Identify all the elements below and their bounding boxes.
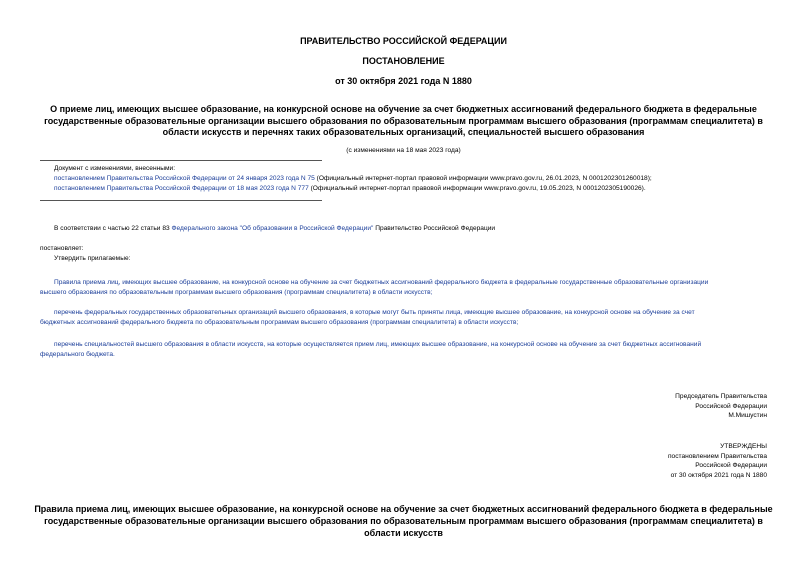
basis-suffix: Правительство Российской Федерации	[373, 225, 496, 232]
item-line: высшего образования по образовательным программам высшего образования (программам специалитета) в области искусств;	[40, 289, 433, 296]
government-header: ПРАВИТЕЛЬСТВО РОССИЙСКОЙ ФЕДЕРАЦИИ	[300, 36, 507, 46]
document-type: ПОСТАНОВЛЕНИЕ	[362, 56, 445, 66]
item-line: перечень специальностей высшего образования в области искусств, на которые осуществляется прием лиц, имеющих высшее образование, на конкурсной основе на обучение за счет бюджетных ассигнований	[54, 341, 702, 348]
change-item	[54, 184, 774, 194]
approved-item-specialties[interactable]	[40, 340, 768, 360]
changes-label: Документ с изменениями, внесенными:	[54, 165, 176, 172]
rules-title	[32, 504, 775, 539]
approval-line: постановлением Правительства	[667, 452, 767, 460]
federal-law-link[interactable]: Федерального закона "Об образовании в Российской Федерации"	[171, 225, 374, 232]
document-title	[40, 104, 767, 139]
change-link-777[interactable]: постановлением Правительства Российской Федерации от 18 мая 2023 года N 777	[54, 185, 309, 192]
approval-stamp	[668, 442, 767, 480]
approval-line: от 30 октября 2021 года N 1880	[670, 471, 767, 479]
rules-title-line: Правила приема лиц, имеющих высшее образование, на конкурсной основе на обучение за счет бюджетных ассигнований федерального бюджета в федеральные	[34, 504, 773, 514]
title-line: государственные образовательные организации высшего образования по образовательным программам высшего образования (программам специалитета) в	[44, 115, 763, 126]
approval-heading: УТВЕРЖДЕНЫ	[720, 443, 767, 450]
signature-country: Российской Федерации	[695, 402, 767, 410]
revision-note: (с изменениями на 18 мая 2023 года)	[346, 147, 461, 154]
rules-title-line: государственные образовательные организации высшего образования по образовательным программам высшего образования (программам специалитета) в	[44, 515, 763, 526]
change-source: (Официальный интернет-портал правовой информации www.pravo.gov.ru, 26.01.2023, N 0001202301260018);	[314, 175, 652, 182]
title-line: О приеме лиц, имеющих высшее образование, на конкурсной основе на обучение за счет бюджетных ассигнований федерального бюджета в федеральные	[50, 104, 757, 114]
item-line: бюджетных ассигнований федерального бюджета по образовательным программам высшего образования (программам специалитета) в области искусств;	[40, 319, 519, 326]
signature-block	[675, 392, 767, 421]
decides-text: постановляет:	[40, 245, 84, 252]
approved-item-rules[interactable]	[40, 278, 768, 298]
item-line: перечень федеральных государственных образовательных организаций высшего образования, в которые могут быть приняты лица, имеющие высшее образование, на конкурсной основе на обучение за счет	[54, 309, 695, 316]
signature-name: М.Мишустин	[728, 412, 767, 420]
signature-position: Председатель Правительства	[675, 393, 767, 400]
change-link-75[interactable]: постановлением Правительства Российской Федерации от 24 января 2023 года N 75	[54, 175, 315, 182]
document-date-number: от 30 октября 2021 года N 1880	[335, 76, 472, 86]
item-line: федерального бюджета.	[40, 351, 115, 358]
divider-bottom	[40, 200, 322, 201]
title-line: области искусств и перечнях таких образовательных организаций, специальностей высшего образования	[162, 127, 645, 137]
rules-title-line: области искусств	[364, 527, 443, 538]
changes-block	[54, 164, 774, 194]
approval-line: Российской Федерации	[695, 462, 767, 470]
item-line: Правила приема лиц, имеющих высшее образование, на конкурсной основе на обучение за счет бюджетных ассигнований федерального бюджета в федеральные государственные образовательные организации	[54, 279, 709, 286]
approved-item-organizations[interactable]	[40, 308, 768, 328]
basis-prefix: В соответствии с частью 22 статьи 83	[54, 225, 172, 232]
change-source: (Официальный интернет-портал правовой информации www.pravo.gov.ru, 19.05.2023, N 0001202305190026).	[308, 185, 646, 192]
approve-text: Утвердить прилагаемые:	[54, 255, 131, 262]
change-item	[54, 174, 774, 184]
divider-top	[40, 160, 322, 161]
legal-basis	[54, 224, 774, 234]
